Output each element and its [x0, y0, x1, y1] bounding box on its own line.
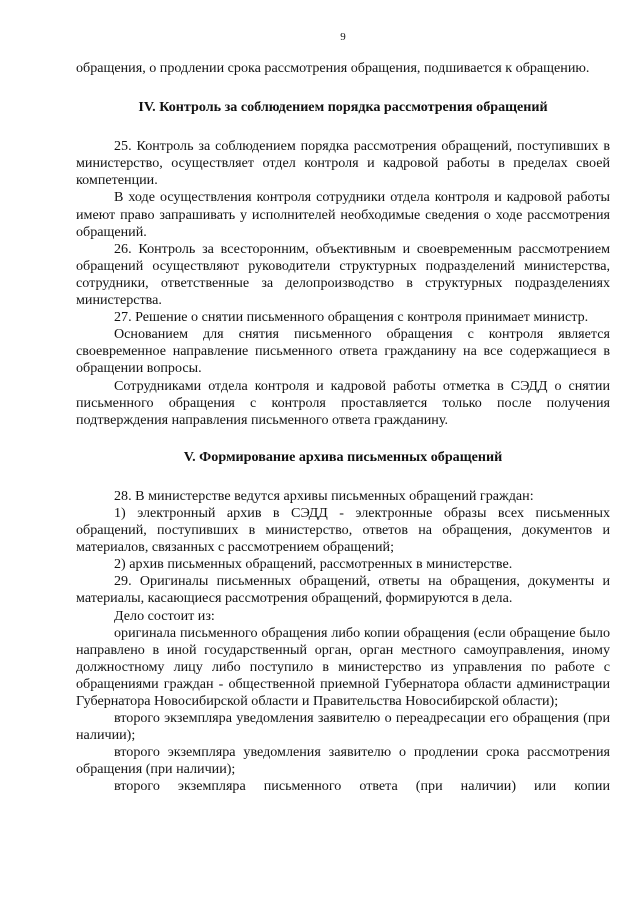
section-4-heading: IV. Контроль за соблюдением порядка рассмотрения обращений: [138, 99, 548, 116]
paragraph-removal-basis: Основанием для снятия письменного обращения с контроля является своевременное направление письменного ответа гражданину на все содержащиеся в обращении вопросы.: [76, 326, 610, 377]
section-5-heading: V. Формирование архива письменных обращений: [183, 448, 503, 465]
paragraph-27: 27. Решение о снятии письменного обращения с контроля принимает министр.: [114, 309, 589, 326]
list-item-redirect-notice: второго экземпляра уведомления заявителю о переадресации его обращения (при наличии);: [76, 710, 610, 744]
paragraph-29: 29. Оригиналы письменных обращений, ответы на обращения, документы и материалы, касающиеся рассмотрения обращений, формируются в дела.: [76, 573, 610, 607]
paragraph-sedd-mark: Сотрудниками отдела контроля и кадровой работы отметка в СЭДД о снятии письменного обращения с контроля проставляется только после получения подтверждения направления письменного ответа гражданину.: [76, 377, 610, 428]
intro-paragraph: обращения, о продлении срока рассмотрения обращения, подшивается к обращению.: [76, 60, 590, 76]
paragraph-28: 28. В министерстве ведутся архивы письменных обращений граждан:: [114, 487, 534, 504]
paragraph-case-contents: Дело состоит из:: [114, 607, 215, 624]
paragraph-control-rights: В ходе осуществления контроля сотрудники отдела контроля и кадровой работы имеют право запрашивать у исполнителей необходимые сведения о ходе рассмотрения обращений.: [76, 189, 610, 240]
list-item-written-reply: второго экземпляра письменного ответа (при наличии) или копии: [114, 778, 610, 795]
page-number: 9: [340, 31, 346, 43]
paragraph-25: 25. Контроль за соблюдением порядка рассмотрения обращений, поступивших в министерство, осуществляет отдел контроля и кадровой работы в пределах своей компетенции.: [76, 138, 610, 189]
list-item-original-appeal: оригинала письменного обращения либо копии обращения (если обращение было направлено в иной государственный орган, орган местного самоуправления, иному должностному лицу либо поступило в министерство из управления по работе с обращениями граждан - общественной приемной Губернатора области администрации Губернатора Новосибирской области и Правительства Новосибирской области);: [76, 624, 610, 709]
list-item-extension-notice: второго экземпляра уведомления заявителю о продлении срока рассмотрения обращения (при наличии);: [76, 744, 610, 778]
list-item-electronic-archive: 1) электронный архив в СЭДД - электронные образы всех письменных обращений, поступивших в министерство, ответов на обращения, документов и материалов, связанных с рассмотрением обращений;: [76, 504, 610, 556]
document-page: [76, 30, 610, 796]
list-item-paper-archive: 2) архив письменных обращений, рассмотренных в министерстве.: [114, 556, 513, 573]
paragraph-26: 26. Контроль за всесторонним, объективным и своевременным рассмотрением обращений осуществляют руководители структурных подразделений министерства, сотрудники, ответственные за делопроизводство в структурных подразделениях министерства.: [76, 240, 610, 309]
